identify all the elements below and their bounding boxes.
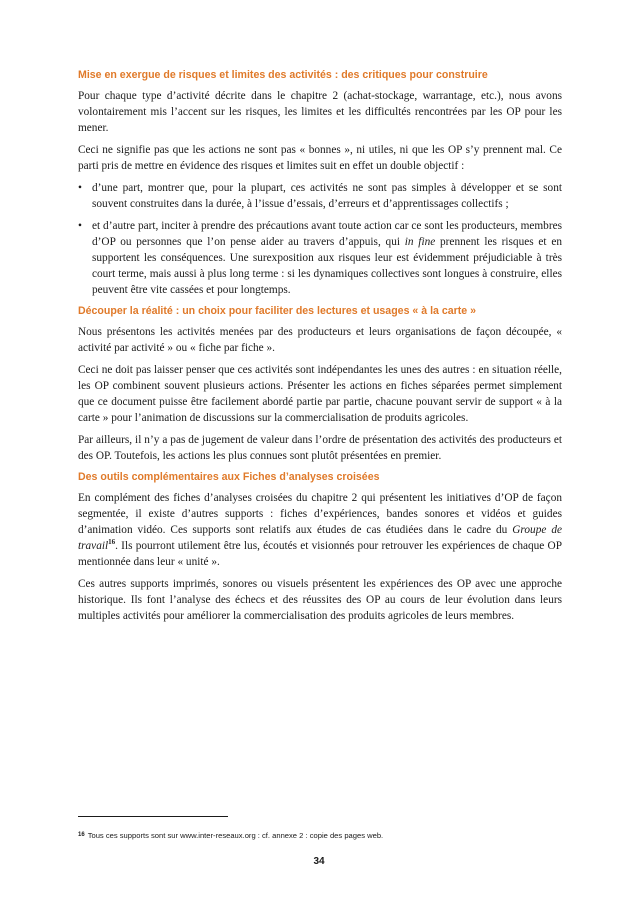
text-run: prennent les risques et en supportent les conséquences. Une surexposition aux risques leur est évidemment préjudiciable à très court terme, mais aussi à plus long terme : si les dynamiques collectives sont longues à construire, elles peuvent être vite cassées et pour longtemps. <box>92 236 562 296</box>
footnote-number: 16 <box>78 832 85 838</box>
paragraph <box>78 490 562 570</box>
list-item <box>78 180 562 212</box>
text-run: et d’autre part, inciter à prendre des précautions avant toute action car ce sont les producteurs, membres d’OP ou personnes que l’on pense aider au travers d’appuis, qui <box>92 220 562 248</box>
section-heading-risks: Mise en exergue de risques et limites des activités : des critiques pour construire <box>78 69 488 81</box>
footnote-divider <box>78 816 228 817</box>
list-item-text <box>92 220 562 296</box>
bullet-marker: • <box>78 220 82 232</box>
text-run: . Ils pourront utilement être lus, écoutés et visionnés pour retrouver les expériences de chaque OP mentionnée dans leur « unité ». <box>78 540 562 568</box>
paragraph: Ceci ne signifie pas que les actions ne sont pas « bonnes », ni utiles, ni que les OP s’y prennent mal. Ce parti pris de mettre en évidence des risques et limites suit en effet un double objectif : <box>78 144 562 172</box>
paragraph: Ces autres supports imprimés, sonores ou visuels présentent les expériences des OP avec une approche historique. Ils font l’analyse des échecs et des réussites des OP au cours de leur évolution dans leurs multiples activités pour améliorer la commercialisation des produits agricoles de leurs membres. <box>78 578 562 622</box>
italic-text: Groupe de travail <box>78 524 562 552</box>
list-item <box>78 218 562 298</box>
footnote <box>78 831 562 840</box>
paragraph: Pour chaque type d’activité décrite dans le chapitre 2 (achat-stockage, warrantage, etc.), nous avons volontairement mis l’accent sur les risques, les limites et les difficultés rencontrées par les OP pour les mener. <box>78 90 562 134</box>
paragraph: Nous présentons les activités menées par des producteurs et leurs organisations de façon découpée, « activité par activité » ou « fiche par fiche ». <box>78 326 562 354</box>
italic-text: in fine <box>404 236 436 248</box>
paragraph: Par ailleurs, il n’y a pas de jugement de valeur dans l’ordre de présentation des activités des producteurs et des OP. Toutefois, les actions les plus connues sont plutôt présentées en premier. <box>78 434 562 462</box>
bullet-marker: • <box>78 182 82 194</box>
list-item-text: d’une part, montrer que, pour la plupart, ces activités ne sont pas simples à développer et se sont souvent construites dans la durée, à l’issue d’essais, d’erreurs et d’apprentissages collectifs ; <box>92 182 562 210</box>
footnote-reference[interactable]: 16 <box>108 538 116 547</box>
footnote-text: Tous ces supports sont sur www.inter-reseaux.org : cf. annexe 2 : copie des pages web. <box>87 831 384 840</box>
main-content <box>78 68 562 630</box>
bullet-list <box>78 180 562 298</box>
section-heading-split-reality: Découper la réalité : un choix pour faciliter des lectures et usages « à la carte » <box>78 305 477 317</box>
paragraph: Ceci ne doit pas laisser penser que ces activités sont indépendantes les unes des autres : en situation réelle, les OP combinent souvent plusieurs actions. Présenter les actions en fiches séparées permet simplement que ce document puisse être facilement abordé partie par partie, chacune pouvant servir de support « à la carte » pour l’animation de discussions sur la commercialisation de produits agricoles. <box>78 364 562 424</box>
page-number: 34 <box>313 856 325 867</box>
section-heading-complementary-tools: Des outils complémentaires aux Fiches d’analyses croisées <box>78 471 380 483</box>
text-run: En complément des fiches d’analyses croisées du chapitre 2 qui présentent les initiatives d’OP de façon segmentée, il existe d’autres supports : fiches d’expériences, bandes sonores et vidéos et guides d’animation vidéo. Ces supports sont relatifs aux études de cas étudiées dans le cadre du <box>78 492 562 536</box>
